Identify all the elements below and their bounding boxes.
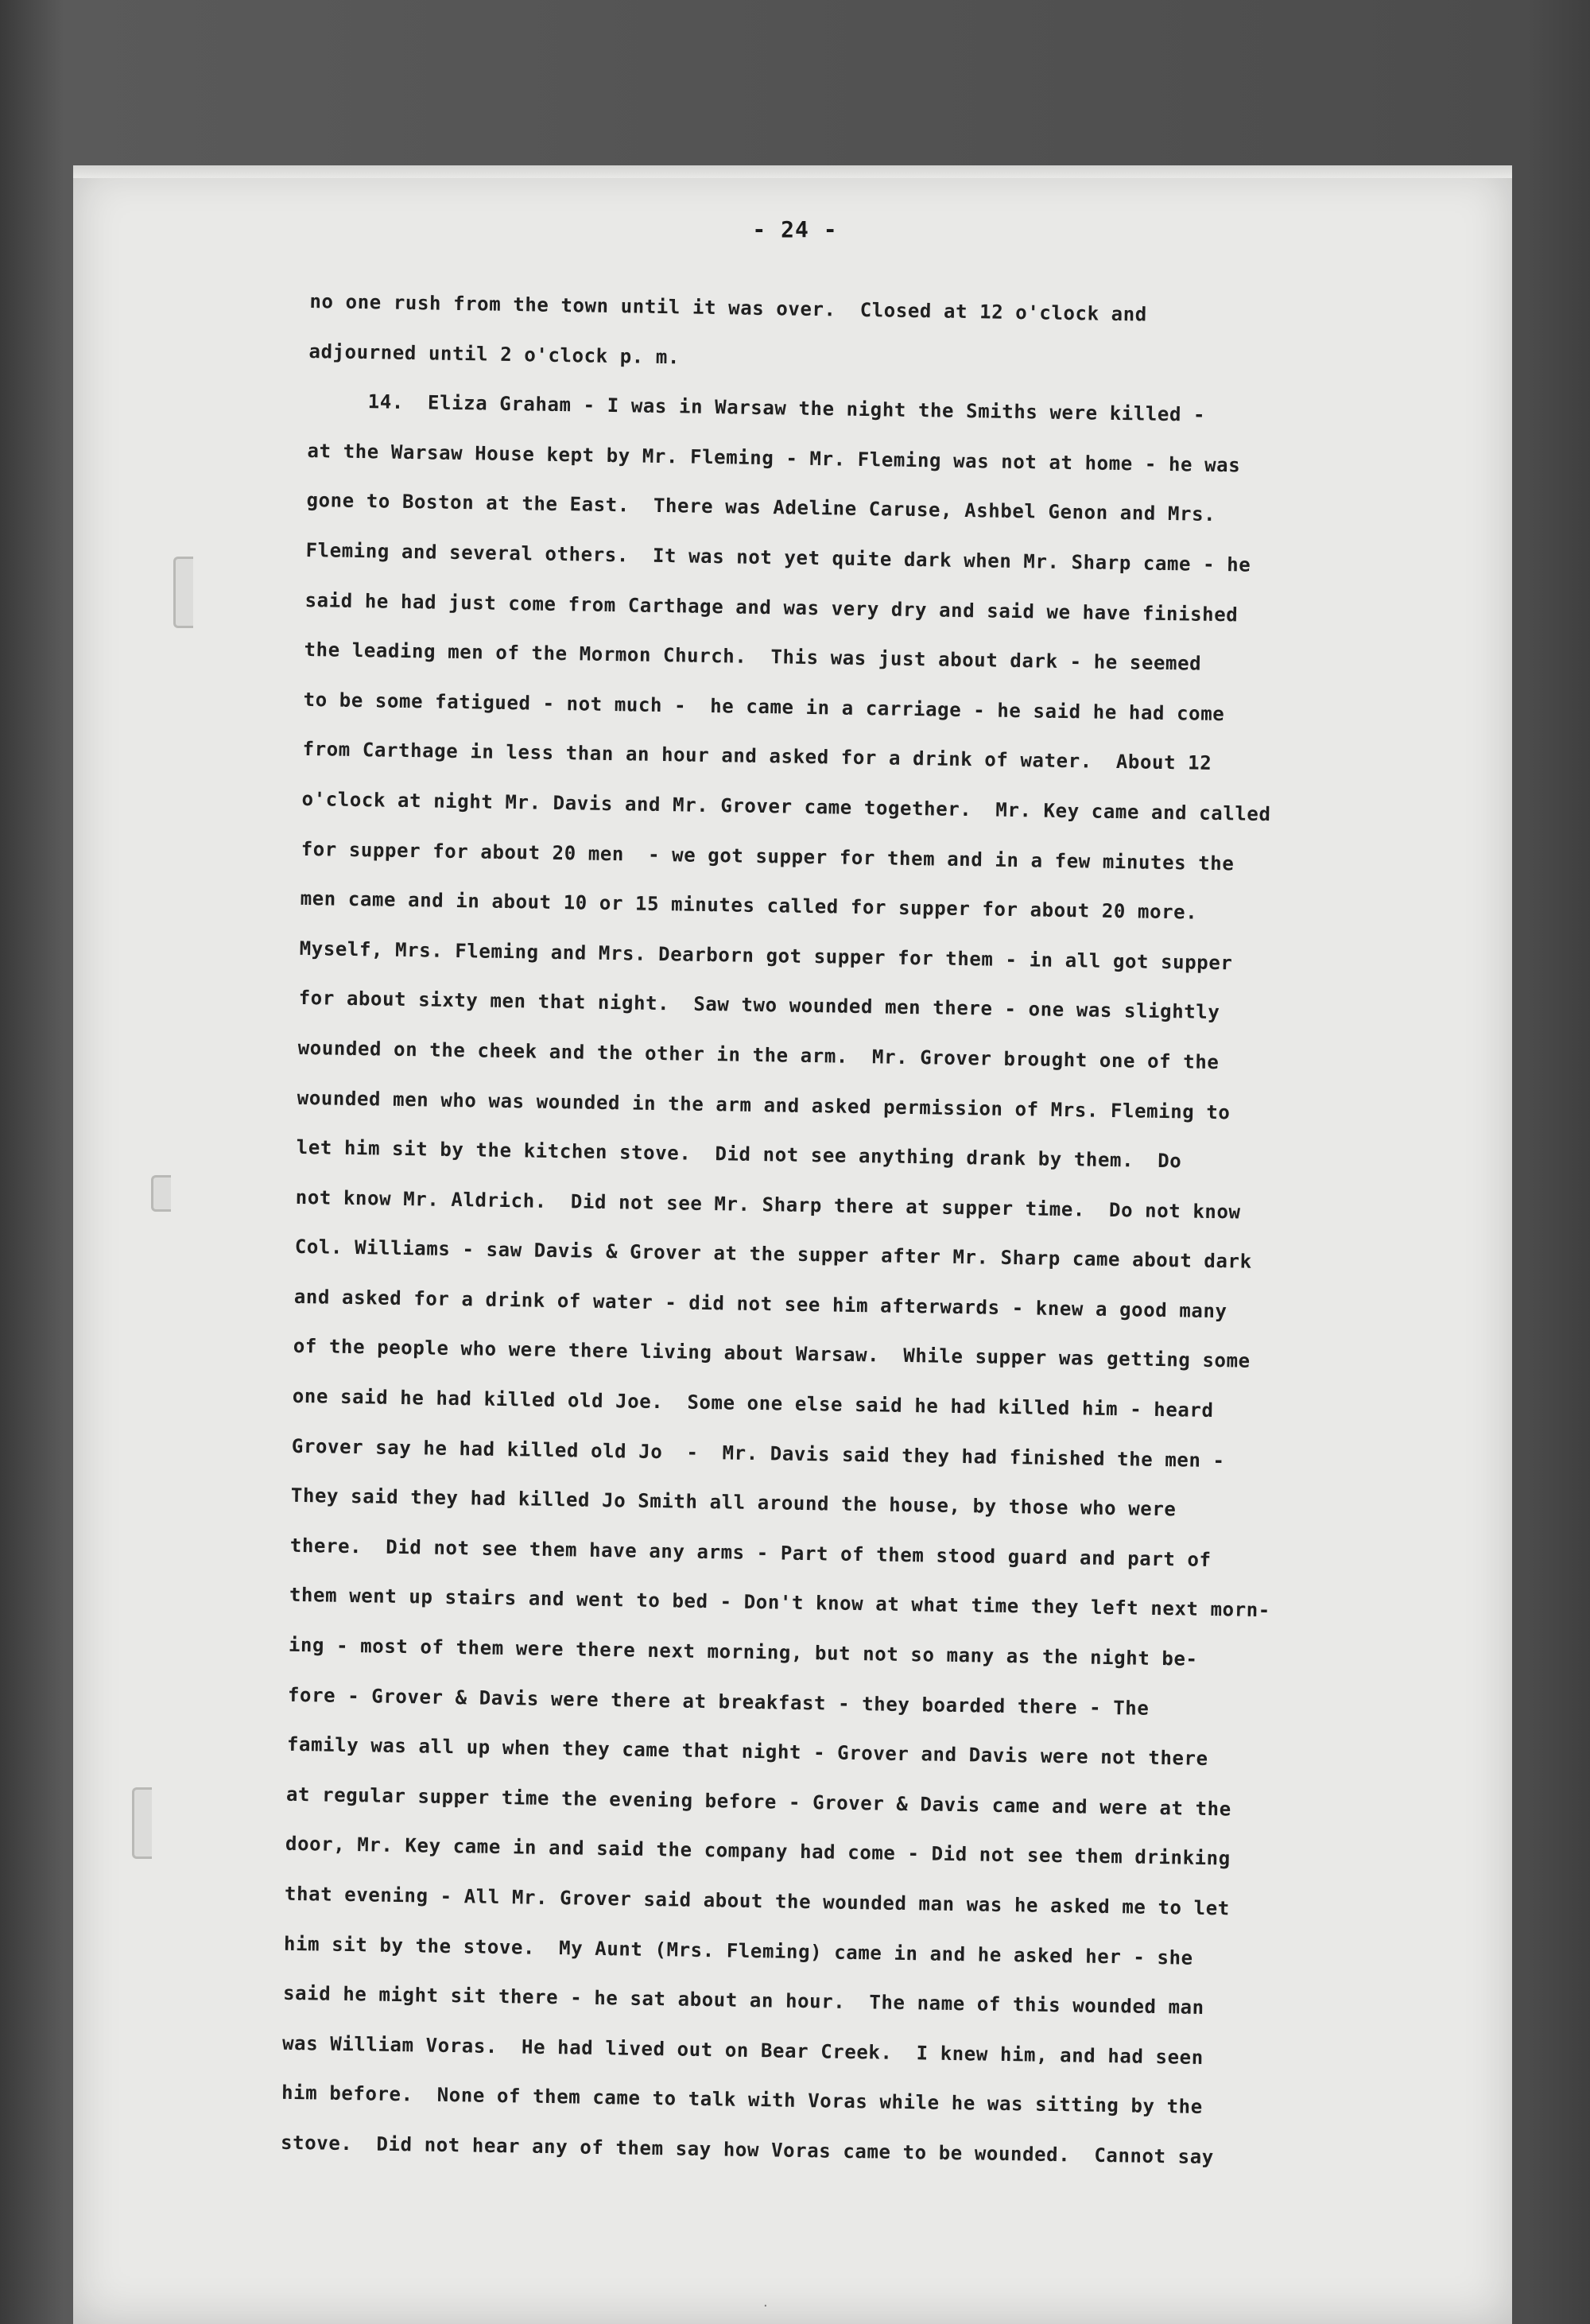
text-line: Grover say he had killed old Jo - Mr. Davis said they had finished the men - — [291, 1434, 1225, 1472]
typed-text-body — [281, 277, 1391, 2185]
text-line: there. Did not see them have any arms - Part of them stood guard and part of — [289, 1534, 1212, 1571]
text-line: not know Mr. Aldrich. Did not see Mr. Sharp there at supper time. Do not know — [295, 1185, 1241, 1224]
text-line: at regular supper time the evening before - Grover & Davis came and were at the — [285, 1783, 1231, 1821]
text-line: said he had just come from Carthage and was very dry and said we have finished — [304, 588, 1239, 626]
text-line: of the people who were there living about Warsaw. While supper was getting some — [293, 1335, 1251, 1373]
text-line: Fleming and several others. It was not yet quite dark when Mr. Sharp came - he — [305, 538, 1251, 576]
text-line: door, Mr. Key came in and said the company had come - Did not see them drinking — [285, 1833, 1231, 1870]
margin-binding-mark — [132, 1787, 152, 1859]
text-line: ing - most of them were there next morning, but not so many as the night be- — [288, 1633, 1198, 1670]
text-line: for about sixty men that night. Saw two wounded men there - one was slightly — [298, 987, 1220, 1024]
text-line: family was all up when they came that night - Grover and Davis were not there — [286, 1732, 1208, 1771]
text-line: wounded men who was wounded in the arm and asked permission of Mrs. Fleming to — [297, 1086, 1231, 1123]
text-line: him before. None of them came to talk with Voras while he was sitting by the — [281, 2082, 1203, 2119]
text-line: was William Voras. He had lived out on Bear Creek. I knew him, and had seen — [281, 2031, 1204, 2069]
margin-binding-mark — [173, 557, 193, 628]
text-line: let him sit by the kitchen stove. Did not see anything drank by them. Do — [296, 1135, 1182, 1173]
text-line: 14. Eliza Graham - I was in Warsaw the night the Smiths were killed - — [308, 390, 1206, 426]
text-line: stove. Did not hear any of them say how Voras came to be wounded. Cannot say — [280, 2131, 1215, 2169]
text-line: no one rush from the town until it was over. Closed at 12 o'clock and — [309, 289, 1148, 326]
page-top-edge — [73, 165, 1512, 178]
text-line: them went up stairs and went to bed - Don't know at what time they left next morn- — [289, 1584, 1271, 1622]
text-line: wounded on the cheek and the other in the arm. Mr. Grover brought one of the — [297, 1036, 1220, 1073]
text-line: that evening - All Mr. Grover said about the wounded man was he asked me to let — [284, 1882, 1231, 1920]
text-line: Myself, Mrs. Fleming and Mrs. Dearborn got supper for them - in all got supper — [299, 937, 1233, 975]
text-line: at the Warsaw House kept by Mr. Fleming - Mr. Fleming was not at home - he was — [307, 439, 1241, 477]
text-line: from Carthage in less than an hour and asked for a drink of water. About 12 — [302, 738, 1212, 775]
margin-binding-mark — [151, 1175, 171, 1212]
text-line: the leading men of the Mormon Church. This was just about dark - he seemed — [304, 638, 1202, 675]
text-line: and asked for a drink of water - did not see him afterwards - knew a good many — [293, 1285, 1227, 1323]
text-line: o'clock at night Mr. Davis and Mr. Grover came together. Mr. Key came and called — [301, 787, 1271, 826]
text-line: men came and in about 10 or 15 minutes called for supper for about 20 more. — [300, 887, 1198, 924]
text-line: adjourned until 2 o'clock p. m. — [308, 339, 681, 368]
text-line: Col. Williams - saw Davis & Grover at the supper after Mr. Sharp came about dark — [294, 1236, 1252, 1274]
text-line: They said they had killed Jo Smith all around the house, by those who were — [290, 1484, 1177, 1521]
text-line: fore - Grover & Davis were there at breakfast - they boarded there - The — [287, 1683, 1150, 1720]
text-line: for supper for about 20 men - we got supper for them and in a few minutes the — [301, 837, 1235, 875]
text-line: to be some fatigued - not much - he came in a carriage - he said he had come — [303, 688, 1225, 725]
text-line: said he might sit there - he sat about an hour. The name of this wounded man — [282, 1981, 1204, 2019]
page-number: - 24 - — [752, 216, 838, 242]
film-speck: · — [763, 2298, 768, 2314]
text-line: him sit by the stove. My Aunt (Mrs. Fleming) came in and he asked her - she — [283, 1932, 1193, 1969]
text-line: gone to Boston at the East. There was Adeline Caruse, Ashbel Genon and Mrs. — [306, 489, 1216, 526]
text-line: one said he had killed old Joe. Some one else said he had killed him - heard — [292, 1384, 1214, 1422]
